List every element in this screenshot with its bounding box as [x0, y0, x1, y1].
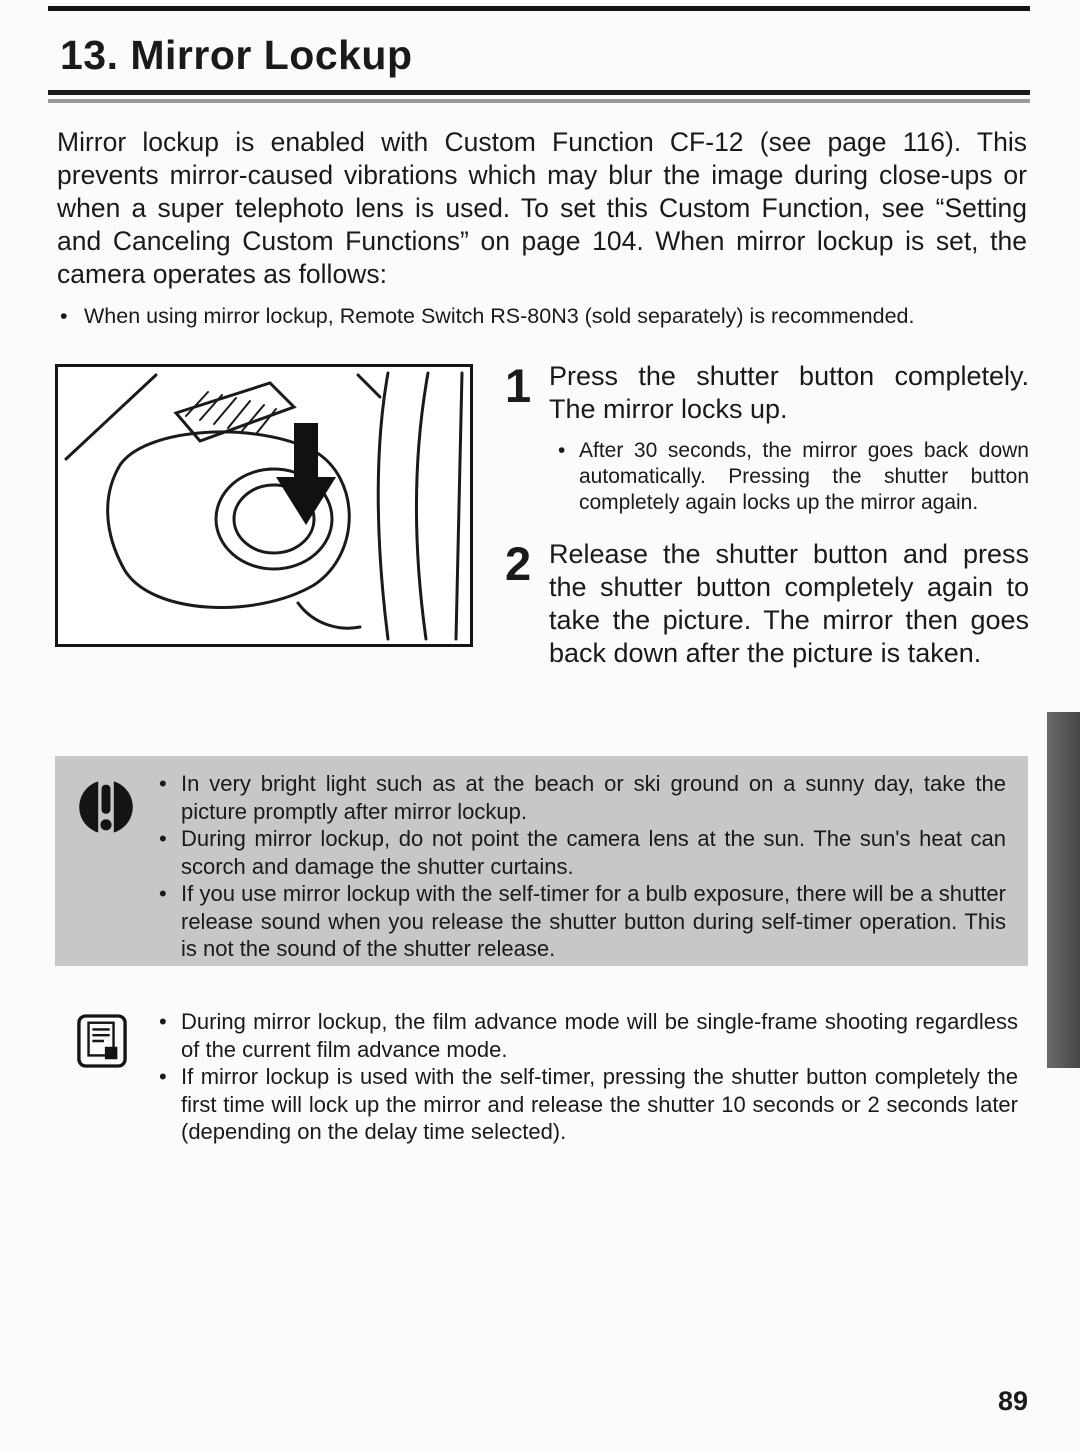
camera-illustration-frame	[55, 364, 473, 647]
down-arrow-icon	[276, 423, 336, 525]
step-1-number: 1	[505, 359, 532, 412]
title-underline-gray	[48, 99, 1030, 103]
top-rule	[48, 6, 1030, 11]
step-1	[505, 360, 1029, 516]
step-2-number: 2	[505, 537, 532, 590]
note-list	[155, 1000, 1018, 1146]
list-item: • During mirror lockup, the film advance mode will be single-frame shooting regardless of the current film advance mode.	[155, 1008, 1018, 1063]
list-item: • In very bright light such as at the beach or ski ground on a sunny day, take the picture promptly after mirror lockup.	[155, 770, 1006, 825]
page-title: 13. Mirror Lockup	[60, 32, 413, 78]
bullet-dot: •	[60, 304, 68, 328]
step-1-text: Press the shutter button completely. The mirror locks up.	[549, 361, 1029, 424]
intro-bullet-text: When using mirror lockup, Remote Switch RS-80N3 (sold separately) is recommended.	[84, 304, 915, 328]
caution-icon	[77, 778, 135, 836]
step-1-bullets	[549, 438, 1029, 516]
title-underline-dark	[48, 90, 1030, 95]
intro-bullet	[60, 303, 1020, 329]
intro-paragraph: Mirror lockup is enabled with Custom Function CF-12 (see page 116). This prevents mirror-caused vibrations which may blur the image during close-ups or when a super telephoto lens is used. To set this Custom Function, see “Setting and Canceling Custom Functions” on page 104. When mirror lockup is set, the camera operates as follows:	[57, 127, 1027, 289]
step-2	[505, 538, 1029, 670]
camera-illustration	[58, 367, 470, 644]
step-1-body	[549, 360, 1029, 516]
list-item: • If you use mirror lockup with the self-timer for a bulb exposure, there will be a shutter release sound when you release the shutter button during self-timer operation. This is not the sound of the shutter release.	[155, 880, 1006, 963]
list-item: • During mirror lockup, do not point the camera lens at the sun. The sun's heat can scorch and damage the shutter curtains.	[155, 825, 1006, 880]
note-box	[55, 1000, 1028, 1146]
caution-list	[155, 770, 1006, 963]
list-item: • If mirror lockup is used with the self-timer, pressing the shutter button completely the first time will lock up the mirror and release the shutter 10 seconds or 2 seconds later (depending on the delay time selected).	[155, 1063, 1018, 1146]
note-icon	[77, 1014, 127, 1068]
step-2-text: Release the shutter button and press the shutter button completely again to take the picture. The mirror then goes back down after the picture is taken.	[549, 539, 1029, 668]
caution-box	[55, 756, 1028, 966]
steps	[505, 360, 1029, 670]
chapter-tab	[1047, 712, 1080, 1068]
list-item: • After 30 seconds, the mirror goes back down automatically. Pressing the shutter button completely again locks up the mirror again.	[555, 438, 1029, 516]
step-2-body	[549, 538, 1029, 670]
page-number: 89	[997, 1386, 1028, 1416]
